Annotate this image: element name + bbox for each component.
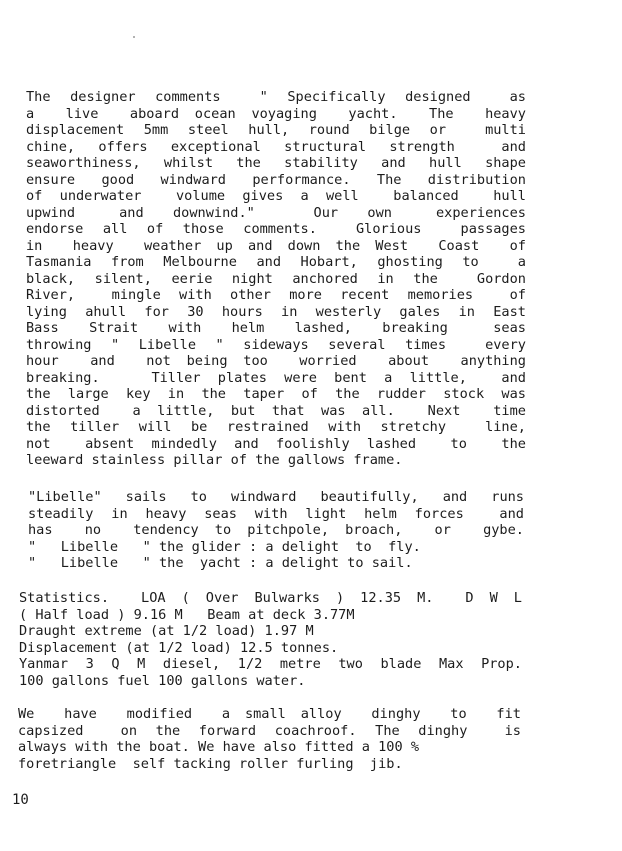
text-line: foretriangle self tacking roller furling jib. [18, 755, 403, 772]
text-line: a live aboard ocean voyaging yacht. The heavy [26, 105, 526, 122]
text-line: has no tendency to pitchpole, broach, or gybe. [28, 522, 524, 538]
text-line: Displacement (at 1/2 load) 12.5 tonnes. [19, 639, 339, 656]
text-line: Statistics. LOA ( Over Bulwarks ) 12.35 M. D W L [19, 590, 522, 606]
text-line: " Libelle " the yacht : a delight to sail. [28, 555, 413, 571]
text-line: the tiller will be restrained with stretchy line, [26, 419, 526, 435]
paragraph-modifications [18, 706, 521, 772]
text-line: "Libelle" sails to windward beautifully, and runs [28, 489, 524, 505]
text-line: the large key in the taper of the rudder stock was [26, 386, 526, 402]
text-line: " Libelle " the glider : a delight to fly. [28, 538, 421, 555]
paragraph-designer-comments [26, 89, 526, 469]
text-line: always with the boat. We have also fitted a 100 % [18, 739, 420, 755]
text-line: 100 gallons fuel 100 gallons water. [19, 672, 306, 689]
text-line: endorse all of those comments. Glorious passages [26, 221, 526, 237]
text-line: ( Half load ) 9.16 M Beam at deck 3.77M [19, 606, 355, 623]
paragraph-statistics [19, 590, 522, 689]
text-line: ensure good windward performance. The distribution [26, 171, 526, 188]
text-line: not absent mindedly and foolishly lashed to the [26, 435, 526, 452]
text-line: upwind and downwind." Our own experiences [26, 204, 526, 221]
text-line: River, mingle with other more recent memories of [26, 287, 526, 303]
text-line: lying ahull for 30 hours in westerly gales in East [26, 303, 526, 320]
text-line: We have modified a small alloy dinghy to fit [18, 706, 521, 722]
text-line: chine, offers exceptional structural strength and [26, 138, 526, 155]
text-line: The designer comments " Specifically designed as [26, 89, 526, 105]
text-line: Tasmania from Melbourne and Hobart, ghosting to a [26, 254, 526, 270]
page-number: 10 [12, 792, 29, 808]
text-line: Draught extreme (at 1/2 load) 1.97 M [19, 623, 314, 639]
text-line: distorted a little, but that was all. Next time [26, 402, 526, 419]
text-line: throwing " Libelle " sideways several times every [26, 336, 526, 353]
scan-speck [133, 36, 135, 38]
text-line: leeward stainless pillar of the gallows frame. [26, 452, 403, 468]
text-line: displacement 5mm steel hull, round bilge or multi [26, 122, 526, 138]
text-line: Yanmar 3 Q M diesel, 1/2 metre two blade Max Prop. [19, 656, 522, 672]
paragraph-sailing-qualities [28, 489, 524, 572]
text-line: steadily in heavy seas with light helm forces and [28, 505, 524, 522]
text-line: capsized on the forward coachroof. The dinghy is [18, 722, 521, 739]
text-line: in heavy weather up and down the West Coast of [26, 237, 526, 254]
text-line: seaworthiness, whilst the stability and hull shape [26, 155, 526, 171]
text-line: black, silent, eerie night anchored in the Gordon [26, 270, 526, 287]
text-line: breaking. Tiller plates were bent a little, and [26, 369, 526, 386]
text-line: hour and not being too worried about anything [26, 353, 526, 369]
text-line: Bass Strait with helm lashed, breaking seas [26, 320, 526, 336]
text-line: of underwater volume gives a well balanced hull [26, 188, 526, 204]
